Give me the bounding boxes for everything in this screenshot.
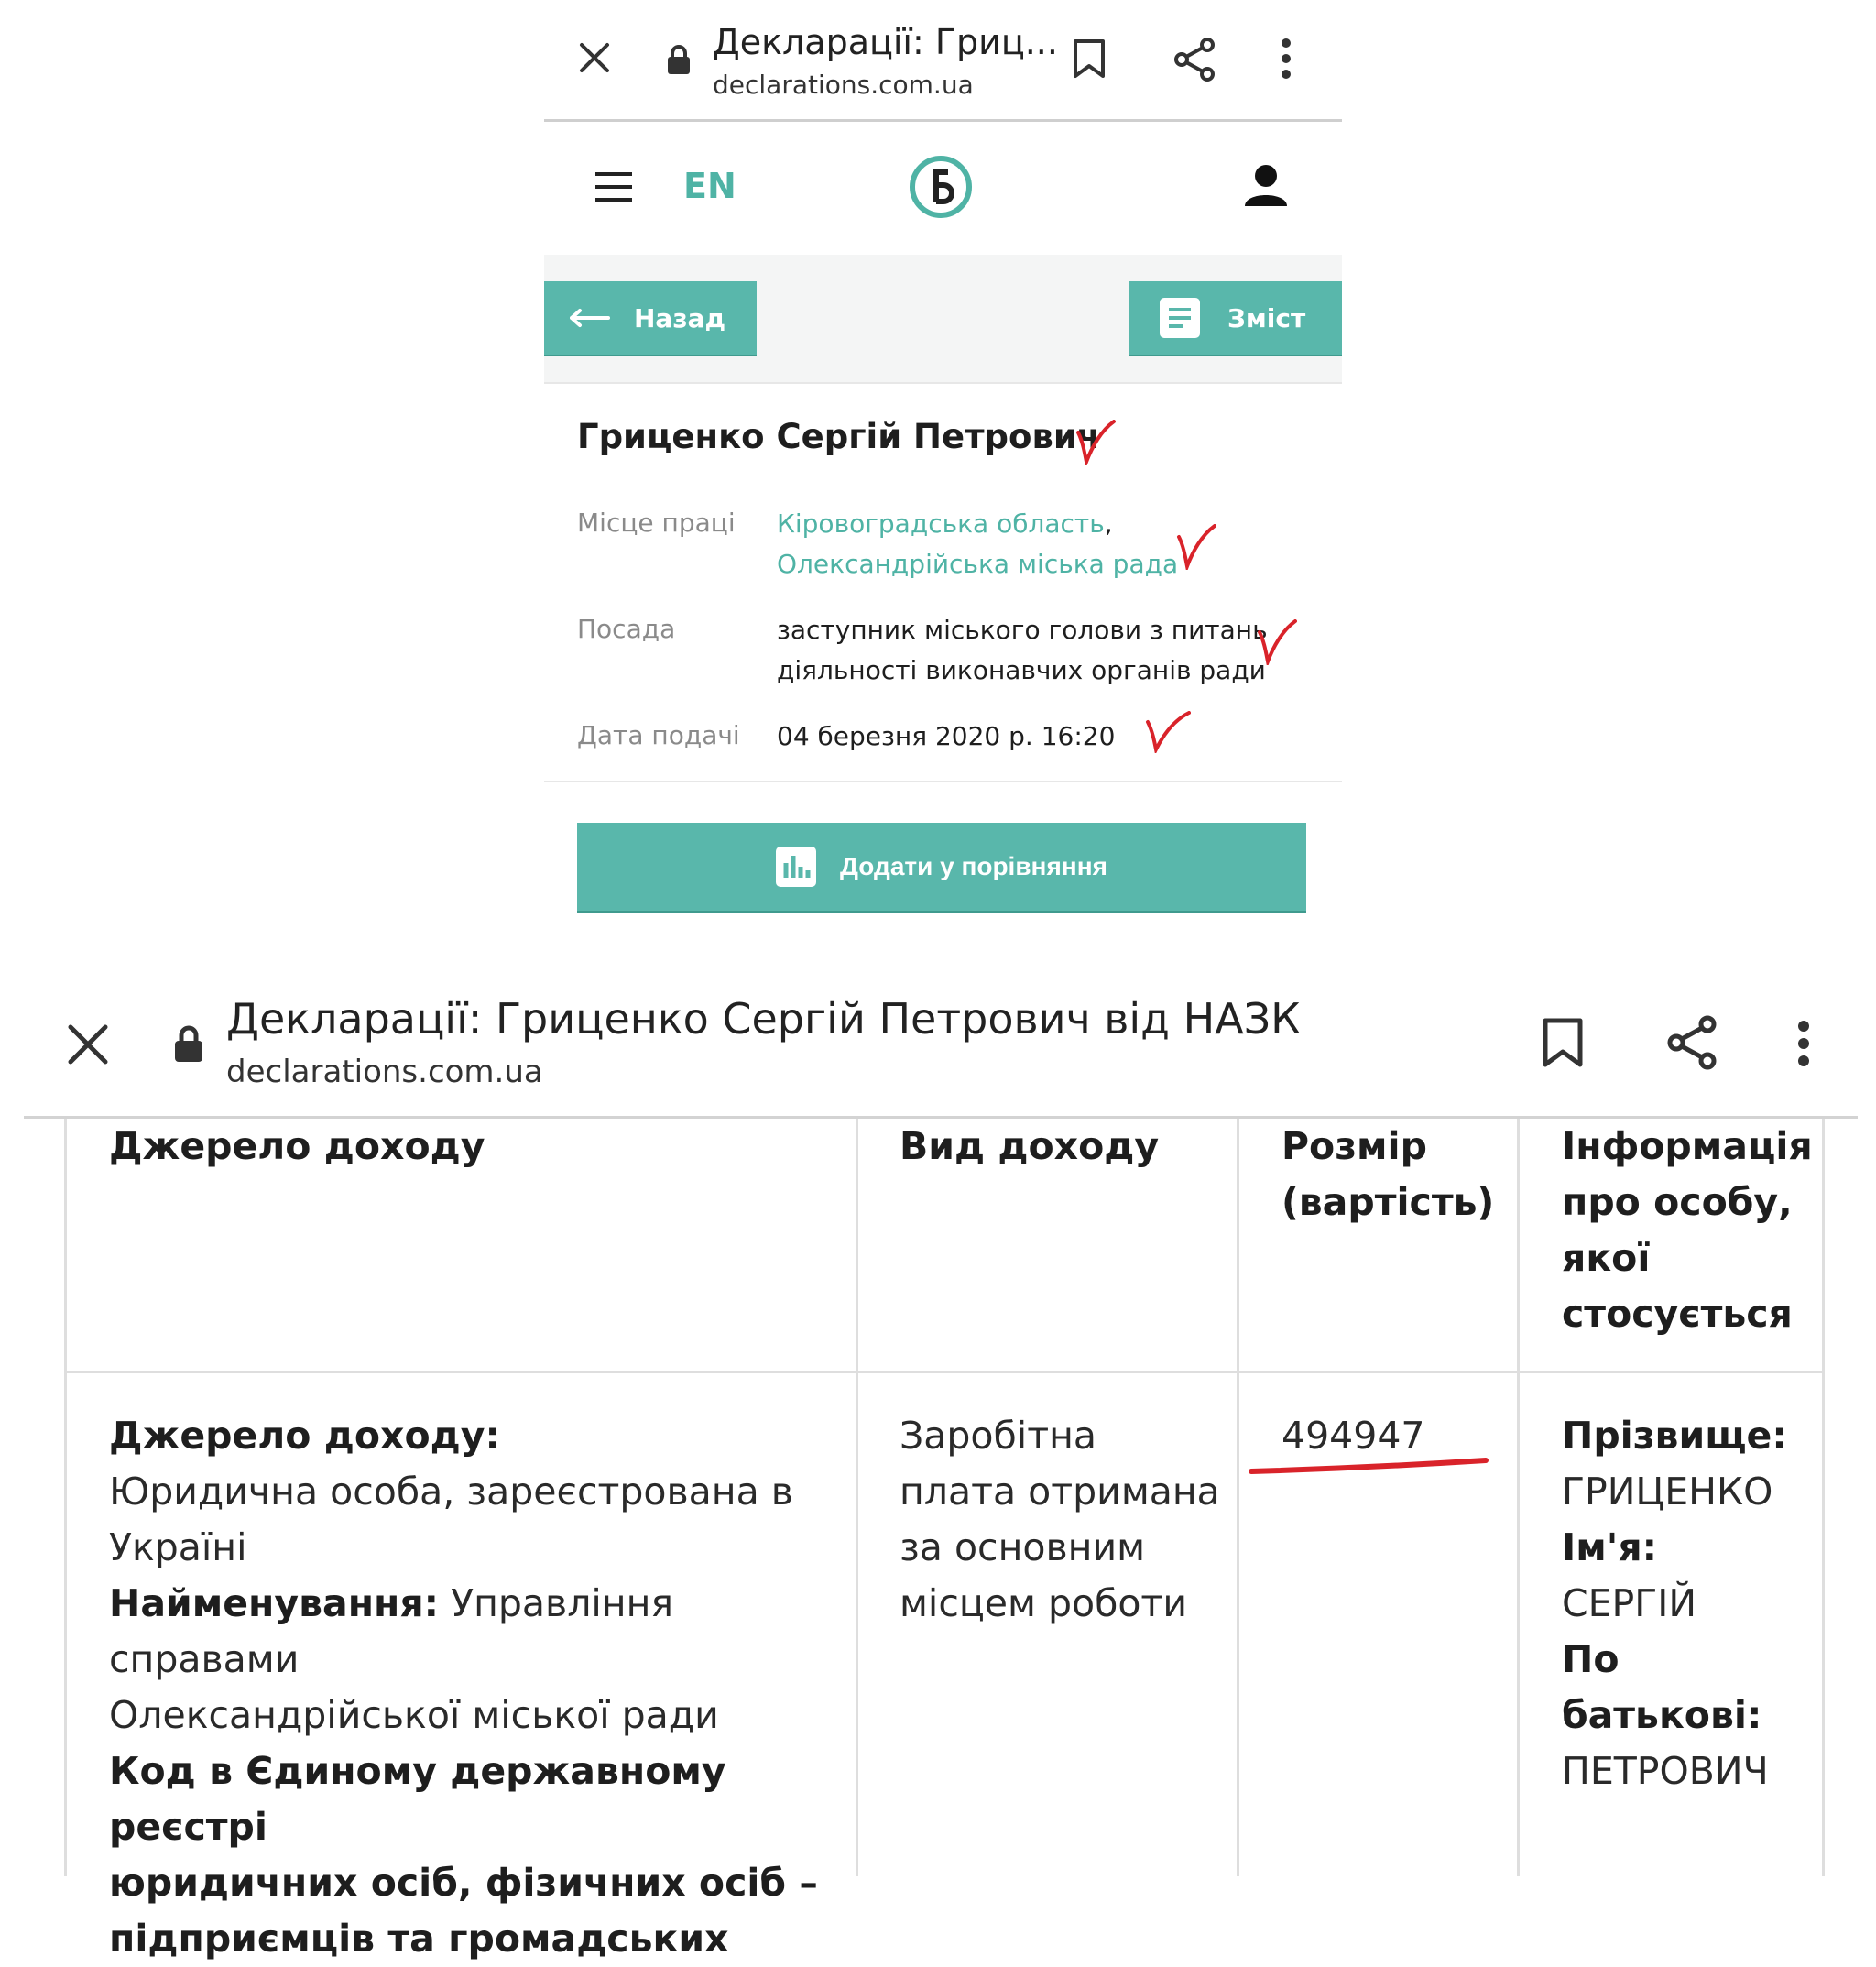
back-button[interactable]: [544, 281, 757, 355]
header-income-source: Джерело доходу: [109, 1124, 485, 1168]
document-icon: [1160, 298, 1200, 338]
browser-toolbar-large: [0, 971, 1876, 1118]
first-name-label: Ім'я:: [1562, 1525, 1658, 1569]
close-icon[interactable]: [68, 1024, 108, 1065]
registry-code-label-line-2: юридичних осіб, фізичних осіб –: [109, 1861, 818, 1905]
bookmark-icon[interactable]: [1541, 1017, 1585, 1068]
registry-code-label-line-3: підприємців та громадських: [109, 1917, 729, 1961]
header-person-line-3: якої: [1562, 1236, 1651, 1280]
cell-amount: 494947: [1282, 1414, 1425, 1458]
header-person-line-2: про особу,: [1562, 1180, 1793, 1224]
table-border: [1822, 1119, 1825, 1876]
contents-button[interactable]: [1129, 281, 1342, 355]
browser-toolbar: [544, 0, 1342, 121]
underline-annotation: [1248, 1453, 1489, 1477]
check-mark-annotation: [1257, 619, 1297, 665]
add-to-comparison-label: Додати у порівняння: [840, 852, 1107, 880]
surname-value: ГРИЦЕНКО: [1562, 1470, 1773, 1513]
add-to-comparison-button[interactable]: [577, 823, 1306, 911]
position-line-2: діяльності виконавчих органів ради: [777, 655, 1266, 685]
income-type-line-3: за основним: [900, 1525, 1146, 1569]
more-options-icon[interactable]: [1281, 38, 1292, 79]
arrow-left-icon: [570, 308, 610, 328]
organization-name-line-2: Олександрійської міської ради: [109, 1693, 719, 1737]
share-icon[interactable]: [1665, 1015, 1718, 1070]
hamburger-menu-icon[interactable]: [595, 171, 632, 202]
income-type-line-1: Заробітна: [900, 1414, 1097, 1458]
check-mark-annotation: [1176, 524, 1216, 570]
workplace-comma: ,: [1104, 508, 1113, 539]
source-value-line-2: Україні: [109, 1525, 247, 1569]
cell-income-type: [900, 1408, 1220, 1632]
table-header-divider: [64, 1371, 1825, 1373]
position-line-1: заступник міського голови з питань: [777, 615, 1268, 645]
header-person-info: [1562, 1119, 1813, 1342]
tab-title: Декларації: Гриценко Сергій Петрович від НАЗК: [226, 994, 1301, 1044]
workplace-value: [777, 504, 1178, 585]
patronymic-value: ПЕТРОВИЧ: [1562, 1749, 1769, 1793]
organization-name-label: Найменування:: [109, 1581, 440, 1625]
page-url[interactable]: declarations.com.ua: [713, 70, 974, 100]
check-mark-annotation: [1075, 420, 1116, 465]
cell-person-info: [1562, 1408, 1787, 1799]
header-amount-line-2: (вартість): [1282, 1180, 1495, 1224]
workplace-council-link[interactable]: Олександрійська міська рада: [777, 549, 1179, 579]
patronymic-label-line-2: батькові:: [1562, 1693, 1762, 1737]
position-label: Посада: [577, 614, 676, 644]
tab-title: Декларації: Гриц...: [713, 22, 1058, 62]
more-options-icon[interactable]: [1797, 1021, 1810, 1066]
registry-code-label-line-1: Код в Єдиному державному реєстрі: [109, 1749, 726, 1849]
back-button-label: Назад: [634, 302, 726, 333]
bar-chart-icon: [776, 847, 816, 887]
declarant-name: Гриценко Сергій Петрович: [577, 417, 1101, 456]
first-name-value: СЕРГІЙ: [1562, 1581, 1697, 1625]
table-border: [64, 1119, 67, 1876]
lock-icon: [667, 44, 691, 75]
organization-name-line-1: Управління справами: [109, 1581, 674, 1681]
page-url[interactable]: declarations.com.ua: [226, 1054, 543, 1090]
user-account-icon[interactable]: [1244, 164, 1288, 206]
position-value: [777, 610, 1268, 691]
header-person-line-4: стосується: [1562, 1292, 1793, 1336]
language-toggle[interactable]: EN: [683, 166, 736, 206]
section-divider: [544, 781, 1342, 782]
contents-button-label: Зміст: [1227, 302, 1306, 333]
close-icon[interactable]: [579, 42, 610, 73]
bookmark-icon[interactable]: [1072, 38, 1107, 79]
submission-date-label: Дата подачі: [577, 720, 740, 750]
income-type-line-2: плата отримана: [900, 1470, 1220, 1513]
header-amount-line-1: Розмір: [1282, 1124, 1427, 1168]
site-logo-icon[interactable]: [909, 155, 973, 219]
table-border: [856, 1119, 858, 1876]
lock-icon: [174, 1024, 203, 1063]
section-divider: [544, 382, 1342, 384]
patronymic-label-line-1: По: [1562, 1637, 1620, 1681]
site-header: [544, 122, 1342, 255]
workplace-region-link[interactable]: Кіровоградська область: [777, 508, 1105, 539]
submission-date-value: 04 березня 2020 р. 16:20: [777, 721, 1116, 751]
table-border: [1237, 1119, 1239, 1876]
source-value-line-1: Юридична особа, зареєстрована в: [109, 1470, 793, 1513]
header-income-type: Вид доходу: [900, 1124, 1160, 1168]
share-icon[interactable]: [1172, 37, 1216, 82]
header-person-line-1: Інформація: [1562, 1124, 1813, 1168]
cell-income-source: [109, 1408, 842, 1967]
surname-label: Прізвище:: [1562, 1414, 1787, 1458]
source-label: Джерело доходу:: [109, 1414, 500, 1458]
workplace-label: Місце праці: [577, 508, 736, 538]
table-border: [1517, 1119, 1520, 1876]
top-screenshot: [544, 0, 1342, 953]
check-mark-annotation: [1145, 711, 1191, 753]
income-type-line-4: місцем роботи: [900, 1581, 1187, 1625]
header-amount: [1282, 1119, 1494, 1230]
